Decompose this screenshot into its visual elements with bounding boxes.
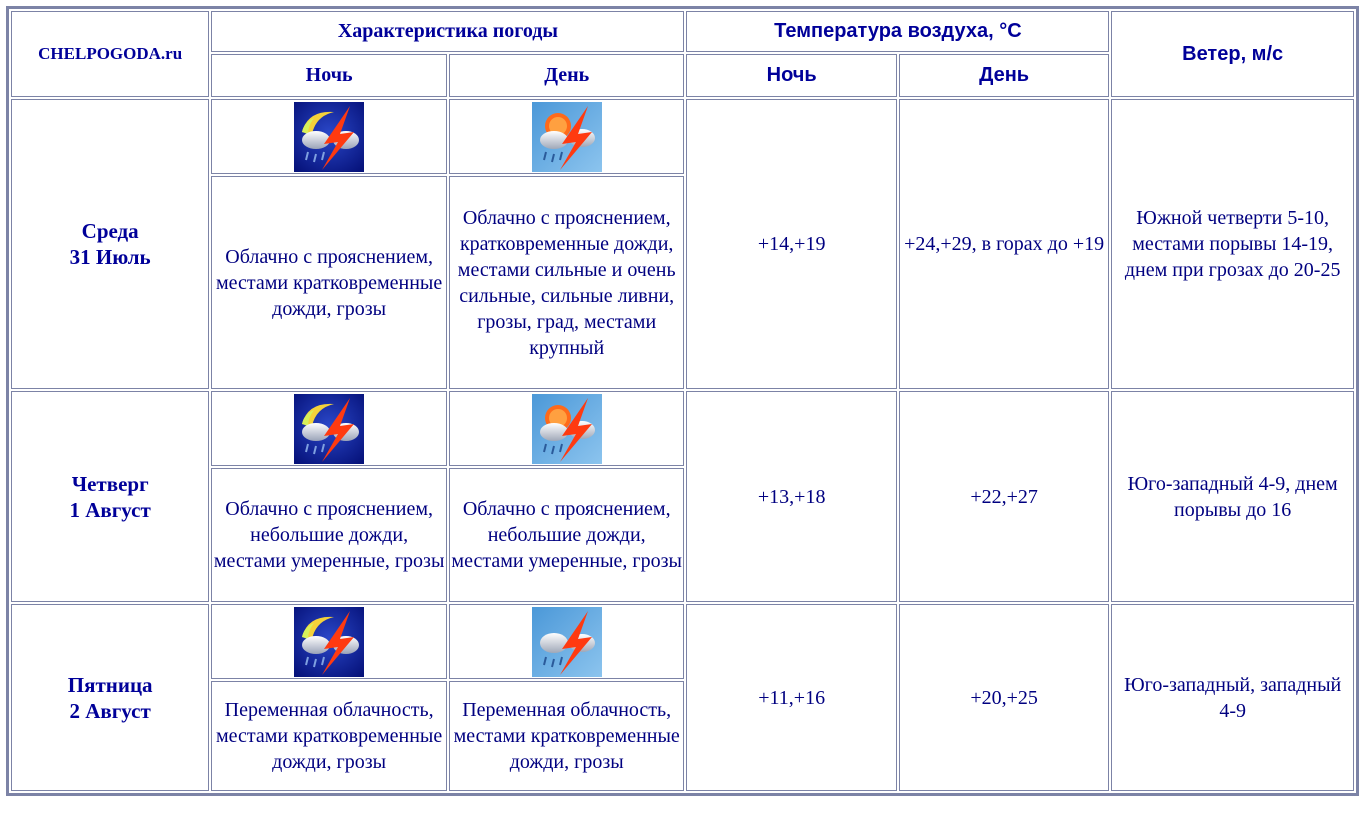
header-char-night	[211, 54, 447, 97]
night-icon-cell	[211, 99, 447, 174]
wind-value: Юго-западный, западный 4-9	[1124, 673, 1342, 722]
weekday: Пятница	[67, 672, 153, 697]
day-thunderstorm-cloud-icon	[532, 607, 602, 677]
temp-night-value: +14,+19	[757, 233, 826, 255]
weekday: Четверг	[71, 471, 149, 496]
wind-cell	[1111, 604, 1354, 791]
day-description: Облачно с прояснением, кратковременные дожди, местами сильные и очень сильные, сильные ливни, грозы, град, местами крупный	[457, 206, 676, 359]
header-char-day-label: День	[544, 64, 590, 86]
day-label-cell	[11, 604, 209, 791]
header-weather-characteristics-label: Характеристика погоды	[337, 20, 558, 42]
day-description: Переменная облачность, местами кратковременные дожди, грозы	[453, 699, 680, 773]
night-description: Переменная облачность, местами кратковременные дожди, грозы	[216, 699, 443, 773]
day-icon-cell	[449, 604, 685, 679]
night-thunderstorm-moon-icon	[294, 102, 364, 172]
night-description: Облачно с прояснением, небольшие дожди, местами умеренные, грозы	[213, 498, 445, 572]
temp-night-cell	[686, 391, 896, 602]
day-row	[11, 99, 1354, 174]
day-row	[11, 604, 1354, 679]
night-description: Облачно с прояснением, местами кратковременные дожди, грозы	[216, 245, 443, 320]
day-thunderstorm-sun-icon	[532, 102, 602, 172]
temp-night-cell	[686, 604, 896, 791]
day-desc-cell	[449, 681, 685, 791]
temp-day-value: +22,+27	[970, 485, 1038, 508]
date: 31 Июль	[69, 245, 151, 269]
day-desc-cell	[449, 468, 685, 602]
forecast-container	[6, 6, 1359, 796]
header-char-night-label: Ночь	[305, 64, 353, 86]
header-temp-day-label: День	[979, 64, 1030, 86]
date: 2 Август	[69, 698, 151, 723]
header-air-temperature	[686, 11, 1109, 52]
day-icon-cell	[449, 391, 685, 466]
wind-cell	[1111, 391, 1354, 602]
header-weather-characteristics	[211, 11, 684, 52]
night-icon-cell	[211, 604, 447, 679]
header-wind-label: Ветер, м/с	[1182, 42, 1284, 65]
temp-day-cell	[899, 604, 1109, 791]
wind-value: Юго-западный 4-9, днем порывы до 16	[1127, 472, 1338, 521]
temp-night-value: +11,+16	[758, 686, 826, 709]
day-icon-cell	[449, 99, 685, 174]
night-icon-cell	[211, 391, 447, 466]
day-row	[11, 391, 1354, 466]
temp-night-value: +13,+18	[757, 485, 826, 508]
header-temp-night	[686, 54, 896, 97]
day-label-cell	[11, 391, 209, 602]
temp-day-cell	[899, 99, 1109, 389]
night-desc-cell	[211, 176, 447, 389]
weekday: Среда	[81, 219, 139, 243]
day-desc-cell	[449, 176, 685, 389]
header-air-temperature-label: Температура воздуха, °C	[774, 20, 1022, 42]
header-temp-night-label: Ночь	[766, 64, 817, 86]
brand-logo-text: CHELPOGODA.ru	[38, 44, 183, 63]
night-desc-cell	[211, 468, 447, 602]
day-label-cell	[11, 99, 209, 389]
temp-day-value: +20,+25	[970, 686, 1038, 709]
night-thunderstorm-moon-icon	[294, 607, 364, 677]
header-temp-day	[899, 54, 1109, 97]
night-desc-cell	[211, 681, 447, 791]
wind-cell	[1111, 99, 1354, 389]
temp-day-cell	[899, 391, 1109, 602]
header-wind	[1111, 11, 1354, 97]
date: 1 Август	[69, 497, 151, 522]
brand-cell	[11, 11, 209, 97]
day-description: Облачно с прояснением, небольшие дожди, местами умеренные, грозы	[451, 498, 682, 572]
forecast-table	[6, 6, 1359, 796]
temp-night-cell	[686, 99, 896, 389]
temp-day-value: +24,+29, в горах до +19	[904, 233, 1105, 255]
night-thunderstorm-moon-icon	[294, 394, 364, 464]
wind-value: Южной четверти 5-10, местами порывы 14-19, днем при грозах до 20-25	[1124, 207, 1341, 281]
header-char-day	[449, 54, 685, 97]
day-thunderstorm-sun-icon	[532, 394, 602, 464]
